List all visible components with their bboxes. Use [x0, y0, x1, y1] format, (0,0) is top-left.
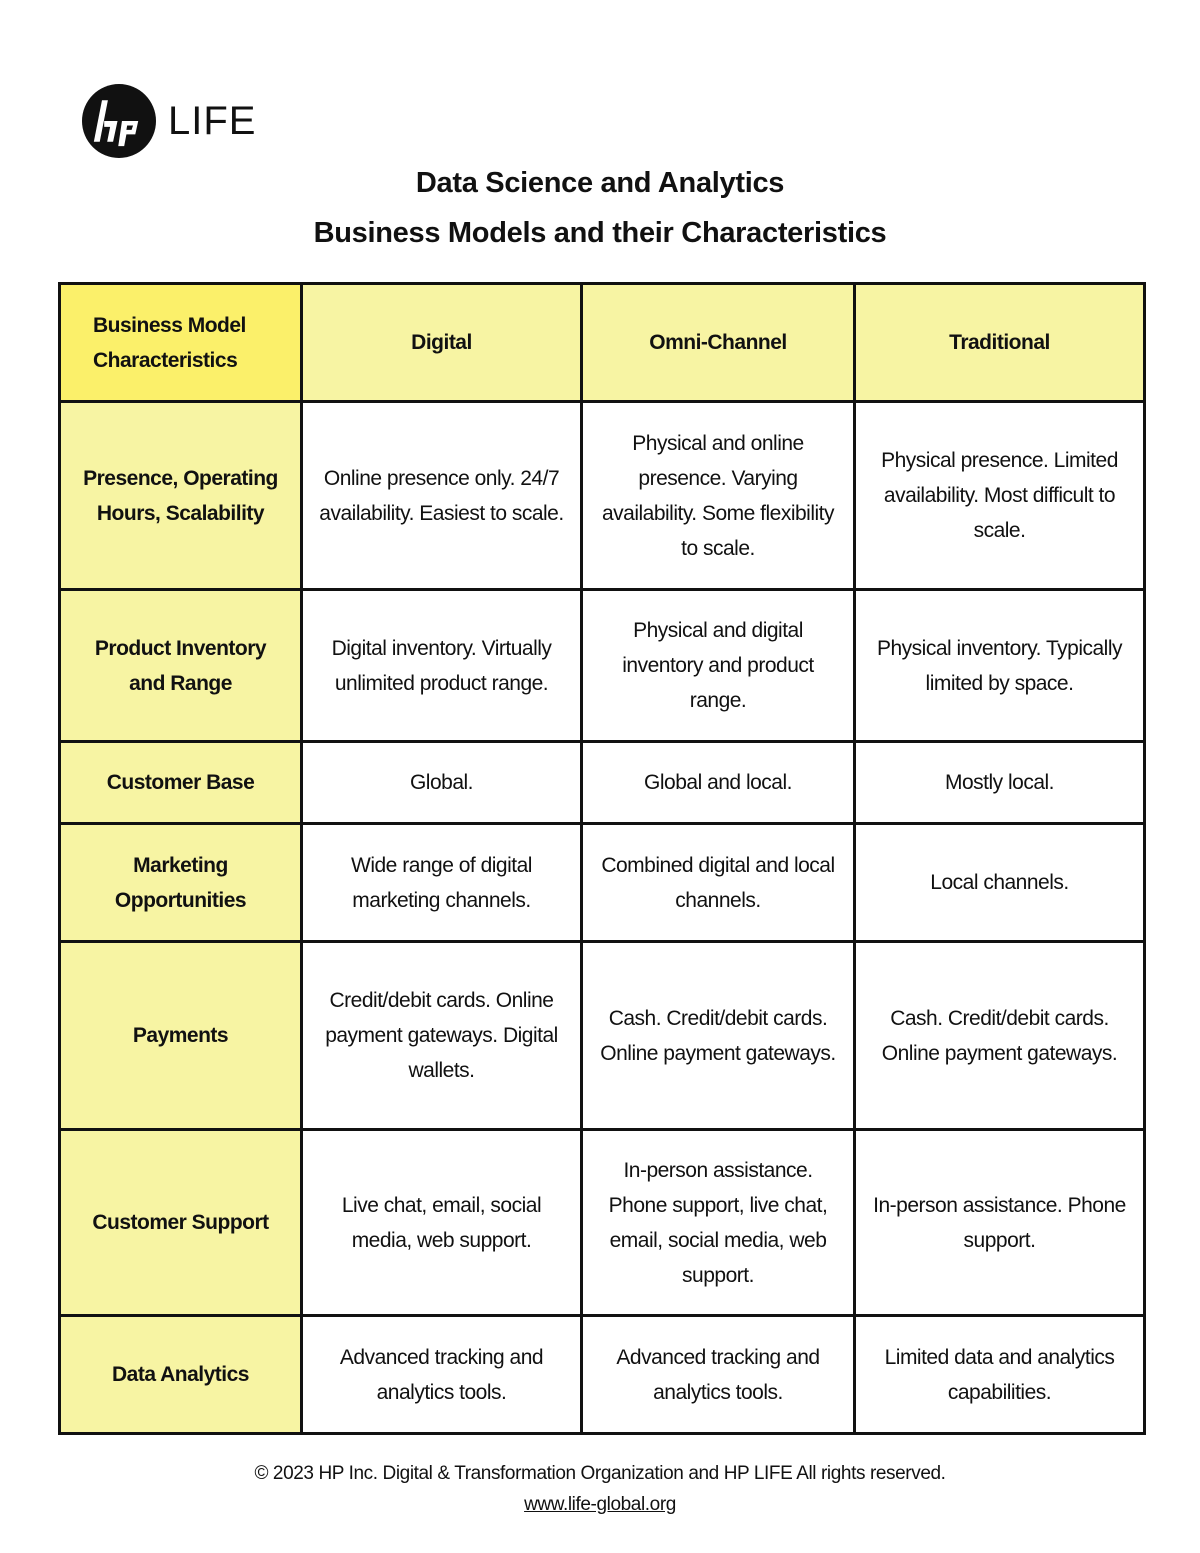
table-cell: Local channels. — [855, 824, 1145, 942]
table-cell: Online presence only. 24/7 availability. Easiest to scale. — [302, 402, 582, 590]
corner-header: Business Model Characteristics — [60, 284, 302, 402]
business-models-table — [58, 282, 1146, 1435]
table-row — [60, 402, 1145, 590]
table-cell: Physical and digital inventory and product range. — [582, 590, 855, 742]
table-row — [60, 1130, 1145, 1316]
table-cell: Physical presence. Limited availability. Most difficult to scale. — [855, 402, 1145, 590]
row-header: Customer Support — [60, 1130, 302, 1316]
column-header-digital: Digital — [302, 284, 582, 402]
title-line-2: Business Models and their Characteristics — [313, 217, 887, 249]
table-cell: Physical and online presence. Varying availability. Some flexibility to scale. — [582, 402, 855, 590]
table-row — [60, 1316, 1145, 1434]
row-header: Presence, Operating Hours, Scalability — [60, 402, 302, 590]
table-cell: Wide range of digital marketing channels. — [302, 824, 582, 942]
table-cell: Live chat, email, social media, web support. — [302, 1130, 582, 1316]
table-cell: Global. — [302, 742, 582, 824]
column-header-omni-channel: Omni-Channel — [582, 284, 855, 402]
row-header: Customer Base — [60, 742, 302, 824]
table-cell: Global and local. — [582, 742, 855, 824]
row-header: Payments — [60, 942, 302, 1130]
table-row — [60, 590, 1145, 742]
table-cell: Physical inventory. Typically limited by space. — [855, 590, 1145, 742]
table-row — [60, 742, 1145, 824]
table-cell: Cash. Credit/debit cards. Online payment gateways. — [582, 942, 855, 1130]
table-cell: Advanced tracking and analytics tools. — [302, 1316, 582, 1434]
column-header-traditional: Traditional — [855, 284, 1145, 402]
table-cell: Limited data and analytics capabilities. — [855, 1316, 1145, 1434]
table-cell: In-person assistance. Phone support. — [855, 1130, 1145, 1316]
row-header: Data Analytics — [60, 1316, 302, 1434]
page-title — [0, 158, 1200, 258]
website-link[interactable]: www.life-global.org — [524, 1494, 676, 1515]
page-footer — [0, 1458, 1200, 1520]
table-row — [60, 824, 1145, 942]
copyright-text: © 2023 HP Inc. Digital & Transformation Organization and HP LIFE All rights reserved. — [254, 1463, 946, 1484]
logo-brand-text: LIFE — [168, 98, 257, 143]
table-header-row — [60, 284, 1145, 402]
table-cell: In-person assistance. Phone support, live chat, email, social media, web support. — [582, 1130, 855, 1316]
table-cell: Credit/debit cards. Online payment gateways. Digital wallets. — [302, 942, 582, 1130]
title-line-1: Data Science and Analytics — [415, 167, 785, 199]
table-cell: Advanced tracking and analytics tools. — [582, 1316, 855, 1434]
row-header: Product Inventory and Range — [60, 590, 302, 742]
table-cell: Cash. Credit/debit cards. Online payment gateways. — [855, 942, 1145, 1130]
hp-life-logo — [82, 84, 256, 158]
table-cell: Combined digital and local channels. — [582, 824, 855, 942]
row-header: Marketing Opportunities — [60, 824, 302, 942]
table-row — [60, 942, 1145, 1130]
table-cell: Digital inventory. Virtually unlimited product range. — [302, 590, 582, 742]
table-cell: Mostly local. — [855, 742, 1145, 824]
hp-logo-icon — [82, 84, 156, 158]
